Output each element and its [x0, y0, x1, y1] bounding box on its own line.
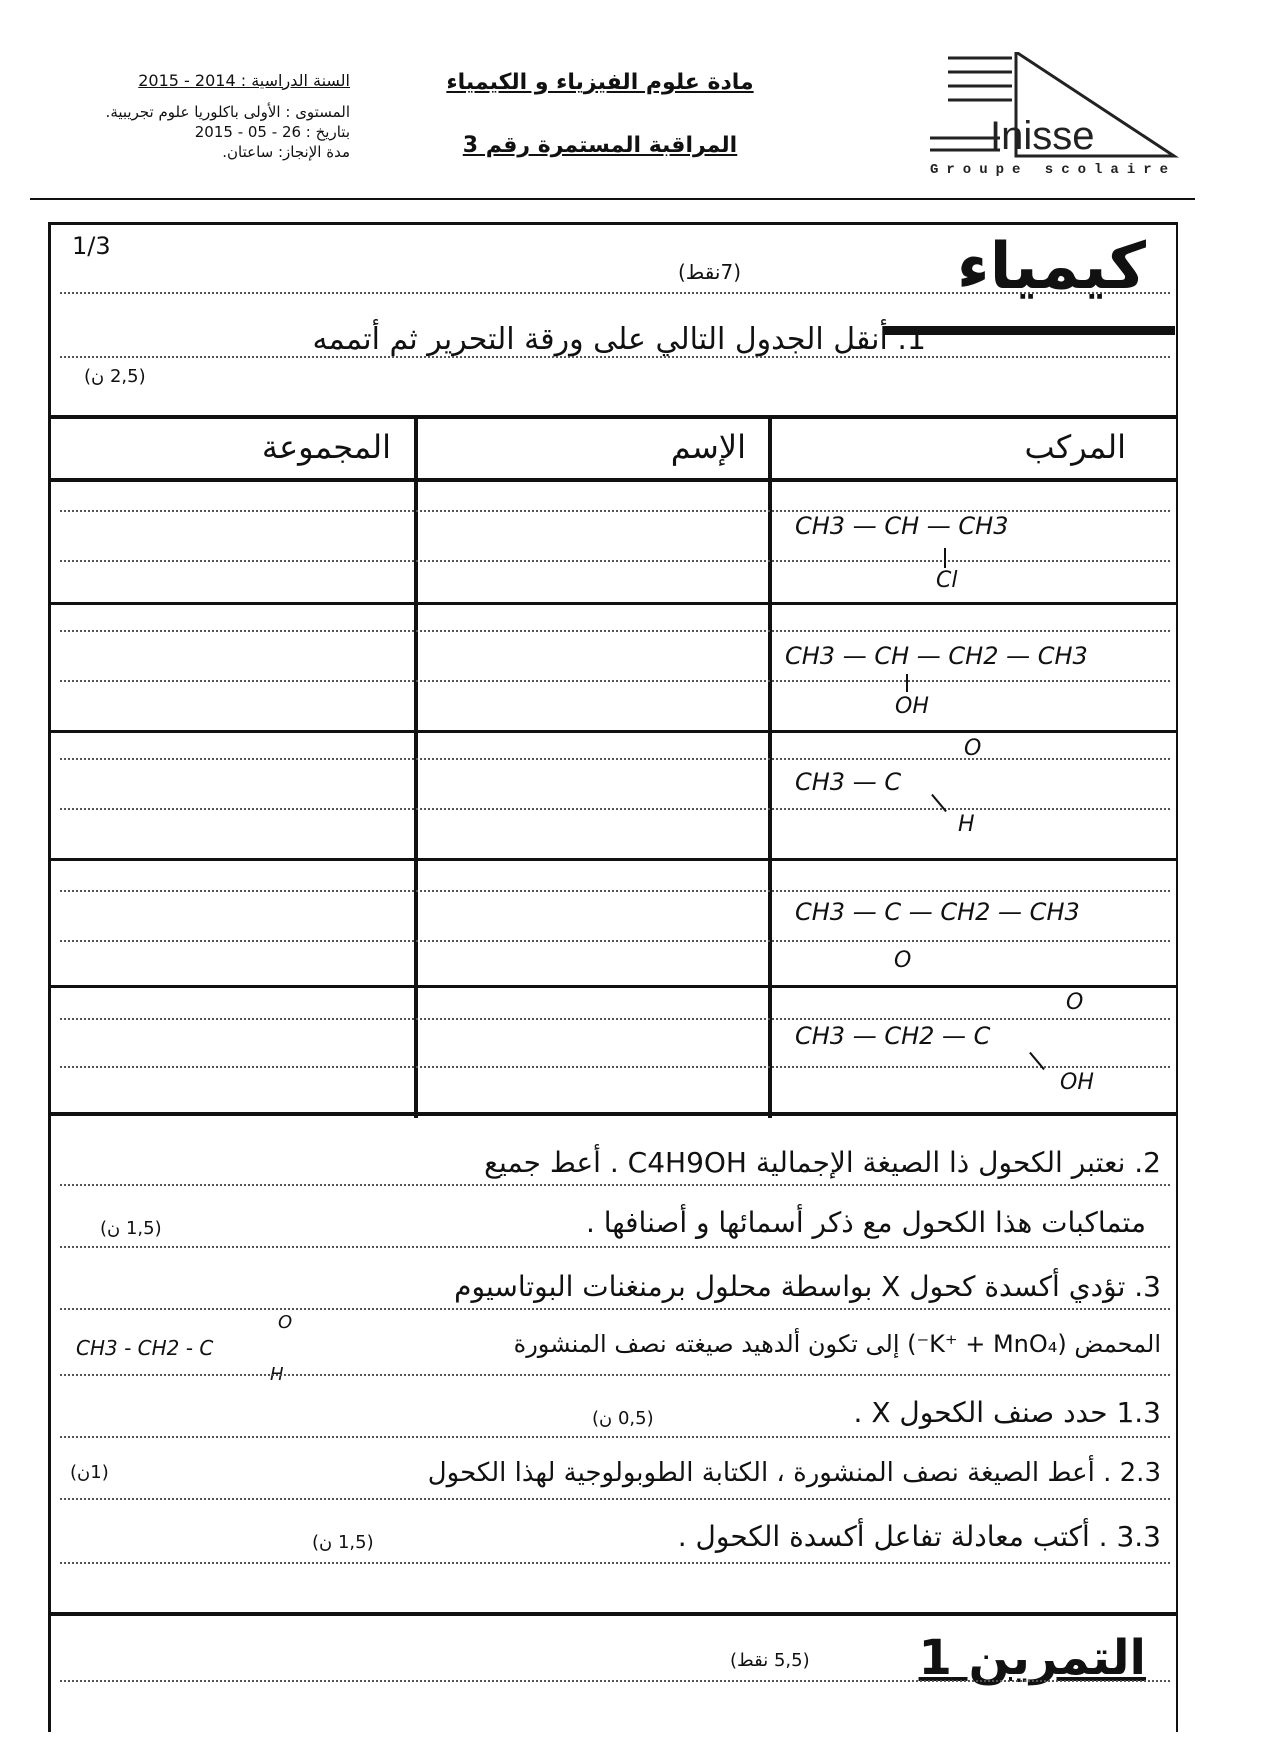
table-top-border: [48, 415, 1176, 419]
subquestion-3-3: 3.3 . أكتب معادلة تفاعل أكسدة الكحول .: [677, 1520, 1161, 1553]
dotted-line: [60, 1374, 1170, 1376]
exam-title: المراقبة المستمرة رقم 3: [462, 133, 738, 158]
bond-line: [944, 548, 946, 568]
exercise1-title: التمرين 1: [918, 1630, 1146, 1686]
subquestion-3-3-points: (1,5 ن): [312, 1532, 374, 1553]
title-underline: [885, 326, 1175, 335]
school-logo: [930, 52, 1180, 182]
header-divider: [30, 198, 1195, 200]
chemistry-title: كيمياء: [956, 230, 1146, 304]
subquestion-1-3-points: (0,5 ن): [592, 1408, 654, 1429]
logo-brand: Inisse: [990, 114, 1095, 158]
table-column-divider: [768, 418, 772, 1118]
compound-substituent-1: Cl: [936, 568, 958, 593]
table-bottom-border: [48, 1112, 1176, 1116]
compound-double-bond-o-5: O: [1066, 990, 1084, 1015]
subquestion-1-3: 1.3 حدد صنف الكحول X .: [853, 1396, 1161, 1429]
frame-top-border: [48, 222, 1176, 225]
dotted-line: [60, 1308, 1170, 1310]
section-divider: [48, 1612, 1176, 1616]
header-title-block: [420, 70, 780, 158]
header-group: المجموعة: [261, 428, 391, 466]
bond-line: [906, 674, 908, 692]
question3-line2: المحمض (K⁺ + MnO₄⁻) إلى تكون ألدهيد صيغته نصف المنشورة: [513, 1330, 1161, 1358]
question1-points: (2,5 ن): [84, 366, 146, 387]
question2-line1: 2. نعتبر الكحول ذا الصيغة الإجمالية C4H9OH . أعط جميع: [484, 1146, 1161, 1179]
compound-substituent-4: O: [894, 948, 912, 973]
dotted-line: [60, 1246, 1170, 1248]
subquestion-2-3: 2.3 . أعط الصيغة نصف المنشورة ، الكتابة الطوبولوجية لهذا الكحول: [427, 1458, 1161, 1488]
dotted-line: [60, 1680, 1170, 1682]
subquestion-2-3-points: (1ن): [70, 1462, 109, 1483]
dotted-line: [60, 1018, 1170, 1020]
dotted-line: [60, 1184, 1170, 1186]
dotted-line: [60, 1066, 1170, 1068]
question2-points: (1,5 ن): [100, 1218, 162, 1239]
table-row-border: [48, 858, 1176, 861]
school-year: السنة الدراسية : 2014 - 2015: [138, 71, 350, 90]
dotted-line: [60, 1498, 1170, 1500]
compound-formula-1: CH3 — CH — CH3: [795, 512, 1009, 540]
compound-substituent-3: H: [958, 812, 975, 837]
table-row-border: [48, 730, 1176, 733]
question3-line1: 3. تؤدي أكسدة كحول X بواسطة محلول برمنغنات البوتاسيوم: [454, 1270, 1161, 1303]
dotted-line: [60, 560, 1170, 562]
table-column-divider: [414, 418, 418, 1118]
exam-date: بتاريخ : 26 - 05 - 2015: [194, 122, 350, 141]
compound-formula-5: CH3 — CH2 — C: [795, 1022, 991, 1050]
dotted-line: [60, 292, 1170, 294]
exam-duration: مدة الإنجاز: ساعتان.: [222, 143, 350, 162]
page-number: 1/3: [72, 232, 111, 260]
table-row-border: [48, 985, 1176, 988]
table-row-border: [48, 478, 1176, 482]
compound-formula-2: CH3 — CH — CH2 — CH3: [785, 642, 1088, 670]
aldehyde-double-bond-o: O: [278, 1312, 293, 1333]
header-info-block: [30, 70, 350, 162]
dotted-line: [60, 890, 1170, 892]
dotted-line: [60, 940, 1170, 942]
compound-substituent-5: OH: [1060, 1070, 1094, 1095]
level: المستوى : الأولى باكلوريا علوم تجريبية.: [105, 102, 350, 121]
dotted-line: [60, 1436, 1170, 1438]
dotted-line: [60, 808, 1170, 810]
dotted-line: [60, 356, 1170, 358]
compound-double-bond-o-3: O: [964, 736, 982, 761]
table-row-border: [48, 602, 1176, 605]
header-name: الإسم: [670, 428, 746, 466]
exercise1-points: (5,5 نقط): [730, 1650, 810, 1671]
dotted-line: [60, 680, 1170, 682]
compound-substituent-2: OH: [895, 694, 929, 719]
aldehyde-h: H: [270, 1364, 284, 1385]
dotted-line: [60, 1562, 1170, 1564]
compound-formula-3: CH3 — C: [795, 768, 902, 796]
subject-title: مادة علوم الفيزياء و الكيمياء: [446, 70, 754, 95]
aldehyde-formula: CH3 - CH2 - C: [76, 1336, 214, 1360]
logo-tagline: Groupe scolaire: [930, 162, 1177, 178]
dotted-line: [60, 758, 1170, 760]
chemistry-points: (7نقط): [678, 260, 742, 284]
compound-formula-4: CH3 — C — CH2 — CH3: [795, 898, 1080, 926]
header-compound: المركب: [1024, 428, 1126, 466]
exam-frame: [48, 222, 1178, 1732]
question1-text: 1. أنقل الجدول التالي على ورقة التحرير ثم أتممه: [312, 322, 926, 357]
dotted-line: [60, 630, 1170, 632]
question2-line2: متماكبات هذا الكحول مع ذكر أسمائها و أصنافها .: [585, 1206, 1146, 1239]
